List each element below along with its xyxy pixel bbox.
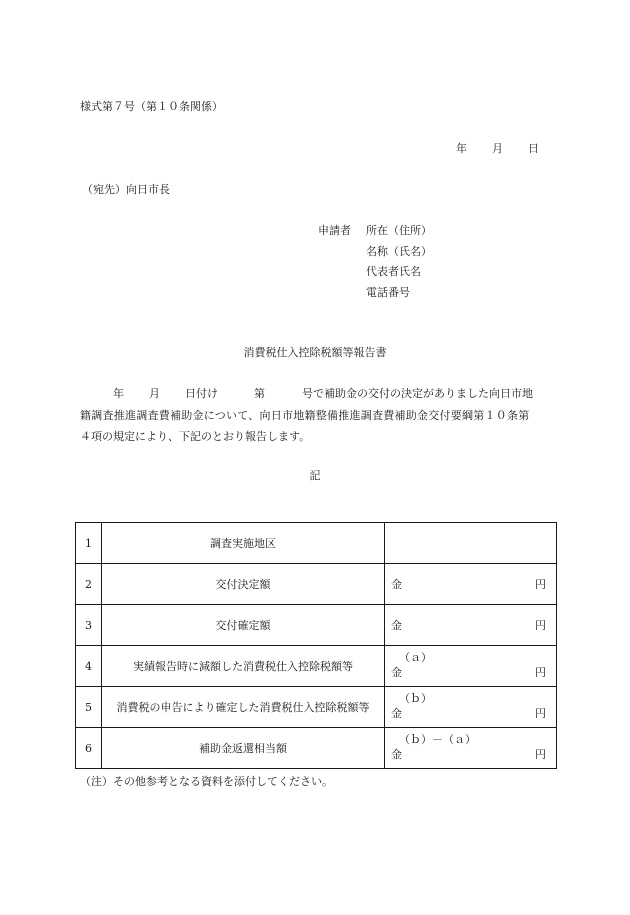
table-row bbox=[76, 687, 557, 728]
table-row bbox=[76, 728, 557, 769]
body-number-prefix: 第 bbox=[254, 387, 265, 400]
date-year: 年 bbox=[456, 142, 467, 155]
row-value-cell bbox=[385, 564, 557, 605]
row-item: 交付決定額 bbox=[102, 564, 385, 605]
applicant-representative: 代表者氏名 bbox=[366, 265, 421, 278]
currency-prefix: 金 bbox=[391, 666, 402, 679]
date-day: 日 bbox=[528, 142, 539, 155]
table-row bbox=[76, 564, 557, 605]
applicant-phone: 電話番号 bbox=[366, 286, 410, 299]
currency-unit: 円 bbox=[535, 748, 546, 761]
applicant-label: 申請者 bbox=[318, 224, 351, 237]
row-item: 交付確定額 bbox=[102, 605, 385, 646]
ki-heading: 記 bbox=[309, 469, 321, 482]
currency-unit: 円 bbox=[535, 619, 546, 632]
table-row bbox=[76, 605, 557, 646]
addressee: （宛先）向日市長 bbox=[82, 183, 170, 196]
currency-unit: 円 bbox=[535, 707, 546, 720]
body-year: 年 bbox=[113, 387, 124, 400]
report-table bbox=[75, 522, 557, 769]
date-month: 月 bbox=[492, 142, 503, 155]
currency-prefix: 金 bbox=[391, 748, 402, 761]
row-item: 消費税の申告により確定した消費税仕入控除税額等 bbox=[102, 687, 385, 728]
form-number: 様式第７号（第１０条関係） bbox=[80, 100, 223, 113]
row-number: 3 bbox=[76, 605, 102, 646]
note: （注）その他参考となる資料を添付してください。 bbox=[80, 775, 333, 788]
table-row bbox=[76, 646, 557, 687]
row-value-cell bbox=[385, 687, 557, 728]
row-number: 2 bbox=[76, 564, 102, 605]
row-value-cell bbox=[385, 728, 557, 769]
row-item: 実績報告時に減額した消費税仕入控除税額等 bbox=[102, 646, 385, 687]
row-value-cell bbox=[385, 605, 557, 646]
applicant-name: 名称（氏名） bbox=[366, 245, 432, 258]
body-month: 月 bbox=[149, 387, 160, 400]
currency-unit: 円 bbox=[535, 578, 546, 591]
row-number: 4 bbox=[76, 646, 102, 687]
row-value-cell bbox=[385, 523, 557, 564]
currency-prefix: 金 bbox=[391, 578, 402, 591]
value-mark: （ｂ）－（ａ） bbox=[399, 733, 476, 746]
row-item: 調査実施地区 bbox=[102, 523, 385, 564]
row-item: 補助金返還相当額 bbox=[102, 728, 385, 769]
value-mark: （ｂ） bbox=[399, 692, 432, 705]
table-row bbox=[76, 523, 557, 564]
row-value-cell bbox=[385, 646, 557, 687]
body-line-1 bbox=[80, 388, 533, 399]
date-line bbox=[456, 143, 539, 154]
currency-prefix: 金 bbox=[391, 619, 402, 632]
body-date-suffix: 日付け bbox=[185, 387, 218, 400]
currency-unit: 円 bbox=[535, 666, 546, 679]
row-number: 1 bbox=[76, 523, 102, 564]
body-line-3: ４項の規定により、下記のとおり報告します。 bbox=[80, 430, 311, 443]
row-number: 6 bbox=[76, 728, 102, 769]
document-title: 消費税仕入控除税額等報告書 bbox=[243, 346, 387, 359]
applicant-address: 所在（住所） bbox=[366, 224, 432, 237]
body-line-1-rest: 号で補助金の交付の決定がありました向日市地 bbox=[302, 387, 533, 400]
row-number: 5 bbox=[76, 687, 102, 728]
body-line-2: 籍調査推進調査費補助金について、向日市地籍整備推進調査費補助金交付要綱第１０条第 bbox=[80, 409, 530, 422]
currency-prefix: 金 bbox=[391, 707, 402, 720]
value-mark: （ａ） bbox=[399, 651, 432, 664]
